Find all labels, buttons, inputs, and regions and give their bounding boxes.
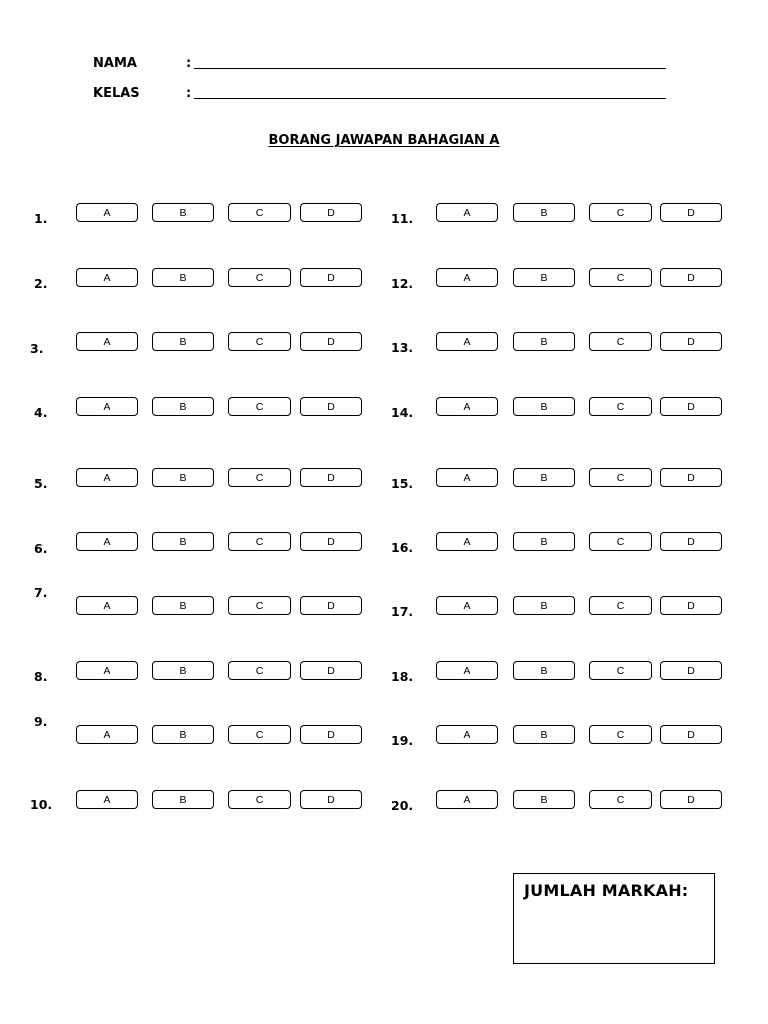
question-number: 15. xyxy=(391,476,414,491)
option-c-box[interactable]: C xyxy=(589,596,652,615)
option-a-box[interactable]: A xyxy=(76,268,138,287)
option-b-box[interactable]: B xyxy=(152,203,214,222)
option-d-box[interactable]: D xyxy=(660,203,722,222)
option-a-box[interactable]: A xyxy=(76,790,138,809)
option-d-box[interactable]: D xyxy=(660,596,722,615)
option-b-box[interactable]: B xyxy=(152,332,214,351)
class-label: KELAS xyxy=(93,86,140,101)
option-d-box[interactable]: D xyxy=(660,332,722,351)
option-b-box[interactable]: B xyxy=(152,725,214,744)
option-a-box[interactable]: A xyxy=(436,332,498,351)
option-c-box[interactable]: C xyxy=(589,268,652,287)
option-d-box[interactable]: D xyxy=(660,661,722,680)
option-a-box[interactable]: A xyxy=(76,397,138,416)
option-a-box[interactable]: A xyxy=(436,596,498,615)
total-marks-box[interactable] xyxy=(513,873,715,964)
question-number: 20. xyxy=(391,798,414,813)
option-a-box[interactable]: A xyxy=(436,268,498,287)
option-b-box[interactable]: B xyxy=(152,596,214,615)
option-a-box[interactable]: A xyxy=(76,532,138,551)
option-c-box[interactable]: C xyxy=(589,532,652,551)
option-c-box[interactable]: C xyxy=(228,203,291,222)
option-b-box[interactable]: B xyxy=(152,661,214,680)
option-a-box[interactable]: A xyxy=(76,203,138,222)
option-b-box[interactable]: B xyxy=(152,532,214,551)
option-a-box[interactable]: A xyxy=(436,203,498,222)
option-d-box[interactable]: D xyxy=(300,596,362,615)
option-c-box[interactable]: C xyxy=(228,596,291,615)
option-d-box[interactable]: D xyxy=(300,532,362,551)
option-b-box[interactable]: B xyxy=(513,596,575,615)
option-c-box[interactable]: C xyxy=(228,661,291,680)
option-d-box[interactable]: D xyxy=(660,725,722,744)
option-c-box[interactable]: C xyxy=(228,790,291,809)
option-c-box[interactable]: C xyxy=(589,203,652,222)
option-a-box[interactable]: A xyxy=(436,790,498,809)
option-c-box[interactable]: C xyxy=(589,661,652,680)
option-b-box[interactable]: B xyxy=(513,790,575,809)
option-c-box[interactable]: C xyxy=(228,332,291,351)
option-d-box[interactable]: D xyxy=(660,790,722,809)
option-c-box[interactable]: C xyxy=(589,790,652,809)
option-b-box[interactable]: B xyxy=(152,468,214,487)
option-a-box[interactable]: A xyxy=(436,661,498,680)
question-number: 8. xyxy=(34,669,48,684)
option-d-box[interactable]: D xyxy=(660,532,722,551)
option-a-box[interactable]: A xyxy=(76,661,138,680)
option-d-box[interactable]: D xyxy=(300,468,362,487)
class-input-line[interactable] xyxy=(194,98,666,99)
option-d-box[interactable]: D xyxy=(300,268,362,287)
option-c-box[interactable]: C xyxy=(589,468,652,487)
question-number: 9. xyxy=(34,714,48,729)
option-b-box[interactable]: B xyxy=(152,790,214,809)
option-a-box[interactable]: A xyxy=(76,596,138,615)
option-b-box[interactable]: B xyxy=(513,532,575,551)
option-c-box[interactable]: C xyxy=(589,725,652,744)
page-title: BORANG JAWAPAN BAHAGIAN A xyxy=(268,133,500,148)
question-number: 17. xyxy=(391,604,414,619)
option-d-box[interactable]: D xyxy=(660,397,722,416)
name-colon: : xyxy=(186,56,192,71)
total-marks-label: JUMLAH MARKAH: xyxy=(524,881,689,900)
option-d-box[interactable]: D xyxy=(300,203,362,222)
question-number: 1. xyxy=(34,211,48,226)
option-d-box[interactable]: D xyxy=(300,332,362,351)
question-number: 11. xyxy=(391,211,414,226)
option-c-box[interactable]: C xyxy=(228,397,291,416)
question-number: 13. xyxy=(391,340,414,355)
option-c-box[interactable]: C xyxy=(228,532,291,551)
option-a-box[interactable]: A xyxy=(76,725,138,744)
question-number: 12. xyxy=(391,276,414,291)
class-colon: : xyxy=(186,86,192,101)
option-a-box[interactable]: A xyxy=(436,532,498,551)
option-b-box[interactable]: B xyxy=(513,332,575,351)
question-number: 3. xyxy=(30,341,44,356)
option-d-box[interactable]: D xyxy=(660,468,722,487)
option-b-box[interactable]: B xyxy=(513,725,575,744)
option-c-box[interactable]: C xyxy=(228,268,291,287)
question-number: 16. xyxy=(391,540,414,555)
option-c-box[interactable]: C xyxy=(589,332,652,351)
option-a-box[interactable]: A xyxy=(76,332,138,351)
option-c-box[interactable]: C xyxy=(228,468,291,487)
option-a-box[interactable]: A xyxy=(436,725,498,744)
option-d-box[interactable]: D xyxy=(300,725,362,744)
question-number: 18. xyxy=(391,669,414,684)
option-b-box[interactable]: B xyxy=(513,203,575,222)
question-number: 2. xyxy=(34,276,48,291)
option-b-box[interactable]: B xyxy=(513,661,575,680)
name-label: NAMA xyxy=(93,56,137,71)
option-d-box[interactable]: D xyxy=(660,268,722,287)
option-d-box[interactable]: D xyxy=(300,661,362,680)
question-number: 14. xyxy=(391,405,414,420)
option-a-box[interactable]: A xyxy=(76,468,138,487)
option-b-box[interactable]: B xyxy=(513,268,575,287)
option-b-box[interactable]: B xyxy=(152,397,214,416)
question-number: 5. xyxy=(34,476,48,491)
option-c-box[interactable]: C xyxy=(589,397,652,416)
question-number: 19. xyxy=(391,733,414,748)
question-number: 4. xyxy=(34,405,48,420)
option-d-box[interactable]: D xyxy=(300,397,362,416)
question-number: 7. xyxy=(34,585,48,600)
question-number: 10. xyxy=(30,797,53,812)
option-d-box[interactable]: D xyxy=(300,790,362,809)
question-number: 6. xyxy=(34,541,48,556)
option-a-box[interactable]: A xyxy=(436,468,498,487)
option-b-box[interactable]: B xyxy=(513,468,575,487)
option-c-box[interactable]: C xyxy=(228,725,291,744)
option-b-box[interactable]: B xyxy=(152,268,214,287)
option-a-box[interactable]: A xyxy=(436,397,498,416)
name-input-line[interactable] xyxy=(194,68,666,69)
option-b-box[interactable]: B xyxy=(513,397,575,416)
